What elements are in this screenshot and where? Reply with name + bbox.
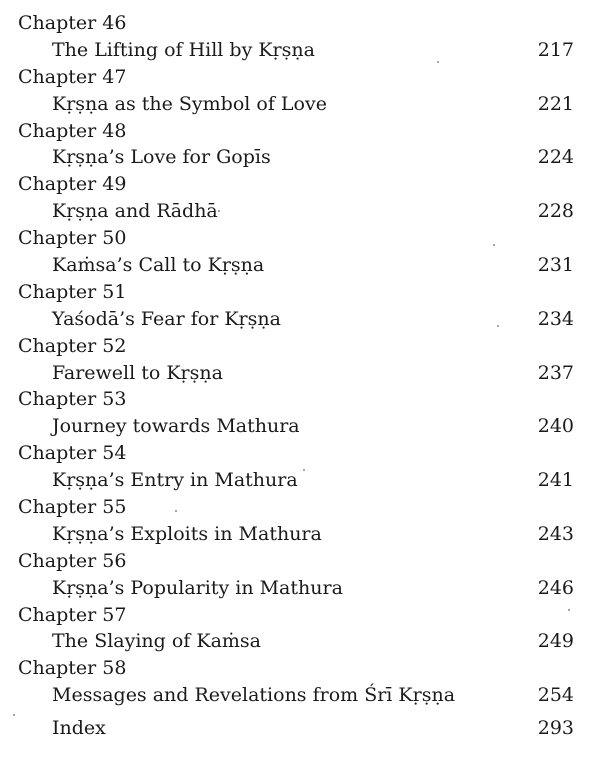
page-number: 240 [537, 415, 574, 438]
toc-entry[interactable] [0, 575, 600, 602]
chapter-heading: Chapter 48 [18, 119, 127, 142]
chapter-heading: Chapter 58 [18, 657, 127, 680]
chapter-heading: Chapter 51 [18, 280, 127, 303]
page-number: 221 [537, 92, 574, 115]
chapter-heading-row [0, 494, 600, 521]
toc-entry-index[interactable] [0, 715, 600, 742]
chapter-heading: Chapter 52 [18, 334, 127, 357]
entry-title[interactable]: Kaṁsa’s Call to Kṛṣṇa [52, 254, 265, 277]
chapter-heading: Chapter 53 [18, 388, 127, 411]
chapter-heading-row [0, 333, 600, 360]
toc-entry[interactable] [0, 467, 600, 494]
toc-entry[interactable] [0, 682, 600, 709]
entry-title[interactable]: Kṛṣṇa’s Popularity in Mathura [52, 576, 343, 599]
chapter-heading: Chapter 55 [18, 496, 127, 519]
toc-entry[interactable] [0, 144, 600, 171]
entry-title[interactable]: Kṛṣṇa as the Symbol of Love [52, 92, 327, 115]
page-number: 224 [537, 146, 574, 169]
entry-title[interactable]: Messages and Revelations from Śrī Kṛṣṇa [52, 684, 456, 707]
toc-entry[interactable] [0, 360, 600, 387]
chapter-heading-row [0, 118, 600, 145]
entry-title[interactable]: Farewell to Kṛṣṇa [52, 361, 223, 384]
page-number: 234 [537, 307, 574, 330]
toc-entry[interactable] [0, 306, 600, 333]
entry-title[interactable]: The Lifting of Hill by Kṛṣṇa [52, 38, 315, 61]
toc-entry[interactable] [0, 198, 600, 225]
page-number: 249 [537, 630, 574, 653]
page-number: 254 [537, 684, 574, 707]
scan-speck [493, 244, 495, 246]
entry-title[interactable]: Yaśodā’s Fear for Kṛṣṇa [52, 307, 281, 330]
chapter-heading: Chapter 47 [18, 65, 127, 88]
toc-entry[interactable] [0, 628, 600, 655]
chapter-heading-row [0, 602, 600, 629]
toc-entry[interactable] [0, 91, 600, 118]
chapter-heading-row [0, 225, 600, 252]
chapter-heading: Chapter 49 [18, 173, 127, 196]
page-number: 246 [537, 576, 574, 599]
chapter-heading-row [0, 655, 600, 682]
entry-title[interactable]: Kṛṣṇa’s Entry in Mathura [52, 469, 298, 492]
page-number: 243 [537, 522, 574, 545]
scan-speck [568, 609, 570, 611]
toc-entry[interactable] [0, 37, 600, 64]
page-number: 231 [537, 254, 574, 277]
chapter-heading-row [0, 548, 600, 575]
entry-title[interactable]: Kṛṣṇa’s Exploits in Mathura [52, 522, 322, 545]
scan-speck [437, 61, 439, 63]
chapter-heading-row [0, 171, 600, 198]
chapter-heading: Chapter 50 [18, 227, 127, 250]
index-page-number: 293 [537, 717, 574, 740]
toc-entry[interactable] [0, 521, 600, 548]
scan-speck [175, 510, 177, 512]
scan-speck [497, 325, 499, 327]
table-of-contents [0, 10, 600, 742]
entry-title[interactable]: The Slaying of Kaṁsa [52, 630, 261, 653]
chapter-heading: Chapter 56 [18, 549, 127, 572]
entry-title[interactable]: Kṛṣṇa’s Love for Gopīs [52, 146, 271, 169]
entry-title[interactable]: Kṛṣṇa and Rādhā [52, 200, 218, 223]
scan-speck [218, 210, 220, 212]
page-number: 237 [537, 361, 574, 384]
chapter-heading-row [0, 64, 600, 91]
toc-entry[interactable] [0, 252, 600, 279]
chapter-heading-row [0, 440, 600, 467]
page-number: 228 [537, 200, 574, 223]
scan-speck [13, 714, 15, 716]
entry-title[interactable]: Journey towards Mathura [52, 415, 300, 438]
chapter-heading-row [0, 386, 600, 413]
chapter-heading-row [0, 10, 600, 37]
index-title[interactable]: Index [52, 717, 106, 740]
page-number: 217 [537, 38, 574, 61]
page-number: 241 [537, 469, 574, 492]
toc-entry[interactable] [0, 413, 600, 440]
chapter-heading: Chapter 46 [18, 12, 127, 34]
chapter-heading: Chapter 54 [18, 442, 127, 465]
chapter-heading-row [0, 279, 600, 306]
scan-speck [303, 469, 305, 471]
chapter-heading: Chapter 57 [18, 603, 127, 626]
